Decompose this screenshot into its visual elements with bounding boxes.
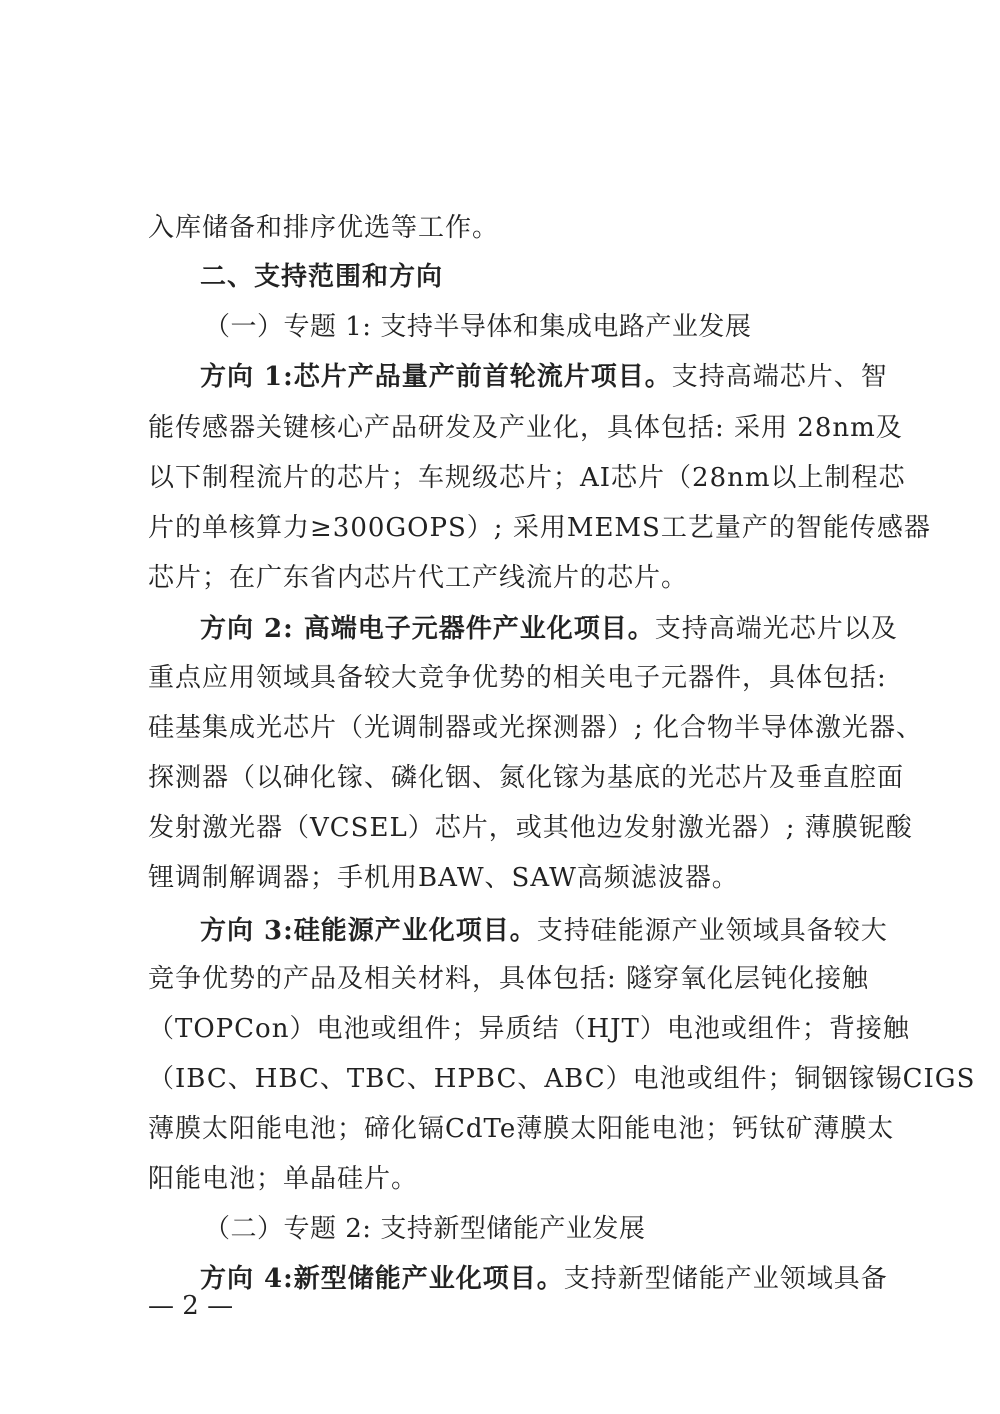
body-text-line: 探测器（以砷化镓、磷化铟、氮化镓为基底的光芯片及垂直腔面	[148, 763, 905, 793]
direction-4-line: 方向 4:新型储能产业化项目。支持新型储能产业领域具备	[200, 1264, 888, 1294]
body-text-line: 芯片；在广东省内芯片代工产线流片的芯片。	[148, 563, 689, 593]
direction-3-line: 方向 3:硅能源产业化项目。支持硅能源产业领域具备较大	[200, 916, 888, 946]
direction-2-title: 方向 2: 高端电子元器件产业化项目。	[200, 614, 655, 644]
section-heading: 二、支持范围和方向	[200, 262, 444, 292]
direction-1-line: 方向 1:芯片产品量产前首轮流片项目。支持高端芯片、智	[200, 362, 888, 392]
direction-1-title: 方向 1:芯片产品量产前首轮流片项目。	[200, 362, 672, 392]
body-text-line: 片的单核算力≥300GOPS）; 采用MEMS工艺量产的智能传感器	[148, 513, 931, 543]
subsection-heading: （一）专题 1: 支持半导体和集成电路产业发展	[204, 312, 752, 342]
body-text-line: 重点应用领域具备较大竞争优势的相关电子元器件，具体包括:	[148, 663, 887, 693]
body-text-line: 薄膜太阳能电池；碲化镉CdTe薄膜太阳能电池；钙钛矿薄膜太	[148, 1114, 895, 1144]
page-number: — 2 —	[148, 1291, 234, 1321]
body-text-line: 硅基集成光芯片（光调制器或光探测器）; 化合物半导体激光器、	[148, 713, 924, 743]
subsection-heading: （二）专题 2: 支持新型储能产业发展	[204, 1214, 646, 1244]
body-text-line: 锂调制解调器；手机用BAW、SAW高频滤波器。	[148, 863, 739, 893]
direction-4-title: 方向 4:新型储能产业化项目。	[200, 1264, 564, 1294]
body-text-line: （TOPCon）电池或组件；异质结（HJT）电池或组件；背接触	[148, 1014, 910, 1044]
body-text-line: 入库储备和排序优选等工作。	[148, 213, 500, 243]
body-text-line: 发射激光器（VCSEL）芯片，或其他边发射激光器）; 薄膜铌酸	[148, 813, 913, 843]
direction-2-line: 方向 2: 高端电子元器件产业化项目。支持高端光芯片以及	[200, 614, 898, 644]
body-text-line: 竞争优势的产品及相关材料，具体包括: 隧穿氧化层钝化接触	[148, 964, 870, 994]
body-text-line: 阳能电池；单晶硅片。	[148, 1164, 419, 1194]
body-text-line: （IBC、HBC、TBC、HPBC、ABC）电池或组件；铜铟镓锡CIGS	[148, 1064, 976, 1094]
direction-3-title: 方向 3:硅能源产业化项目。	[200, 916, 537, 946]
body-text-line: 能传感器关键核心产品研发及产业化，具体包括: 采用 28nm及	[148, 413, 903, 443]
body-text-line: 以下制程流片的芯片；车规级芯片；AI芯片（28nm以上制程芯	[148, 463, 906, 493]
